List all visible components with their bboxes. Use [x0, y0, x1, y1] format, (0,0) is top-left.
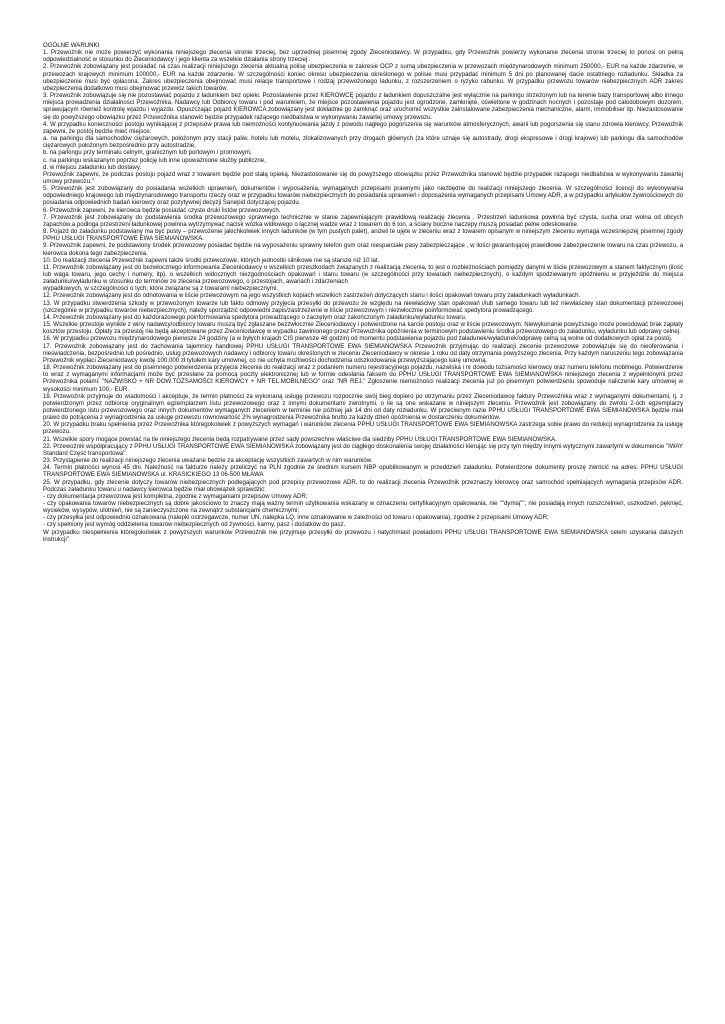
- paragraph-4a: a. na parkingu dla samochodów ciężarowych, położonym przy stacji paliw, hotelu lub motelu, zlokalizowanych przy drogach głównych (za które uznaje się autostrady, drogi ekspresowe i drogi krajowe) lub parkingu dla samochodów ciężarowych położonym bezpośrednio przy autostradzie,: [43, 135, 683, 150]
- paragraph-14: 14. Przewoźnik zobowiązany jest do każdorazowego poinformowania spedytora prowadzącego o zaczętym oraz zakończonym załadunku/wyładunku towaru.: [43, 313, 467, 321]
- paragraph-8: 8. Pojazd do załadunku podstawiany ma być pusty – przewożenie jakichkolwiek innych ładunków (w tym pustych palet), aniżeli te ujęte w zleceniu wraz z towarem opisanym w niniejszym zleceniu wymaga wcześniejszej pisemnej zgody PPHU USŁUGI TRANSPORTOWE EWA SIEMIANOWSKA.: [43, 228, 683, 243]
- paragraph-4c: c. na parkingu wskazanym poprzez policję lub inne upoważnione służby publiczne,: [43, 156, 266, 164]
- paragraph-7: 7. Przewoźnik jest zobowiązany do podstawienia środka przewozowego sprawnego technicznie w stanie zapewniającym prawidłową realizację zlecenia . Przestrzeń ładunkowa powinna być czysta, sucha oraz wolna od obcych zapachów,a podłoga przestrzeni ładunkowej powinna wytrzymywać nacisk wózka widłowego o łącznej wadze wraz z towarem do 6 ton, a ściany boczne naczepy muszą posiadać pełne odeskowanie.: [43, 213, 683, 228]
- paragraph-16: 16. W przypadku przewozu międzynarodowego pierwsze 24 godziny (a w byłych krajach CIS pierwsze 48 godzin) od momentu podstawienia pojazdu pod załadunek/wyładunek/odprawę celną są wolne od dodatkowych opłat za postój.: [43, 335, 673, 343]
- paragraph-13: 13. W przypadku stwierdzenia szkody w przewożonym towarze lub faktu odmowy przyjęcia przesyłki do przewozu ze względu na niewłaściwy stan opakowań i/lub samego towaru lub też niewłaściwy stan dokumentacji przewozowej (szczególnie w przypadku towarów niebezpiecznych), należy sporządzić odpowiedni zapis/zastrzeżenie w liście przewozowym i niezwłocznie poinformować spedytora prowadzącego.: [43, 299, 683, 314]
- paragraph-25: 25. W przypadku, gdy zlecenie dotyczy towarów niebezpiecznych podlegających pod przepisy przewozowe ADR, to do realizacji zlecenia Przewoźnik przeznaczy kierowcę oraz samochód spełniających wymagania przepisów ADR. Podczas załadunku towaru u nadawcy kierowca będzie miał obowiązek sprawdzić:: [43, 478, 683, 493]
- paragraph-4-note: Przewoźnik zapewni, że podczas postoju pojazd wraz z towarem będzie pod stałą opieką. Niezastosowanie się do powyższego obowiązku przez Przewoźnika stanowić będzie przypadek rażącego niedbalstwa w wykonywaniu zawartej umowy przewozu.": [43, 170, 683, 185]
- paragraph-4d: d. w miejscu załadunku lub dostawy.: [43, 163, 142, 171]
- paragraph-4: 4. W przypadku konieczności postoju wynikającej z przepisów prawa lub niemożności kontynuowania jazdy z powodu nagłego pogorszenia się warunków atmosferycznych, awarii lub pogorszenia się stanu zdrowia kierowcy, Przewoźnik zapewni, że postój będzie mieć miejsce:: [43, 120, 683, 135]
- paragraph-25-item-3: - czy przesyłka jest odpowiednio oznakowana (nalepki ostrzegawcze, numer UN, nalepka LQ, inne oznakowanie w zależności od towaru i opakowania), zgodnie z przepisami Umowy ADR;: [43, 514, 549, 522]
- paragraph-6: 6. Przewoźnik zapewni, że kierowca będzie posiadać czyste druki listów przewozowych.: [43, 206, 281, 214]
- paragraph-3: 3. Przewoźnik zobowiązuje się nie pozostawiać pojazdu z ładunkiem bez opieki. Pozostawienie przez KIEROWCĘ pojazdu z ładunkiem dopuszczalne jest wyłącznie na parkingu strzeżonym lub na terenie bazy transportowej albo innego miejsca prowadzenia działalności Przewoźnika, Nadawcy lub Odbiorcy towaru i pod warunkiem, że miejsce pozostawienia pojazdu jest ogrodzone, zamknięte, oświetlone w godzinach nocnych i pozostaje pod całodobowym dozorem, sprawującym również kontrolę wjazdu i wyjazdu. Opuszczając pojazd KIEROWCA zobowiązany jest dokładnie go zamknąć oraz uruchomić wszystkie zainstalowane zabezpieczenia mechaniczne, alarm, immobiliser itp. Niezastosowanie się do powyższego obowiązku przez Przewoźnika stanowić będzie przypadek rażącego niedbalstwa w wykonywaniu zawartej umowy przewozu.: [43, 92, 683, 121]
- paragraph-15: 15. Wszelkie przestoje wynikłe z winy nadawcy/odbiorcy towaru muszą być zgłaszane bezzwłocznie Zleceniodawcy i potwierdzone na karcie postoju oraz w liście przewozowym. Niewykonanie powyższego może powodować brak zapłaty kosztów przestoju. Opłaty za przestój nie będą akceptowane przez Zleceniodawcę w wypadku zawinionego przez Przewoźnika opóźnienia w terminowym podstawieniu środka przewozowego do załadunku, wyładunku lub odprawy celnej.: [43, 321, 683, 336]
- paragraph-10: 10. Do realizacji zlecenia Przewoźnik zapewni także środki przewozowe, których jednostki silnikowe nie są starsze niż 10 lat.: [43, 256, 380, 264]
- paragraph-22: 22. Przewoźnik współpracujący z PPHU USŁUGI TRANSPORTOWE EWA SIEMIANOWSKA zobowiązany jest do ciągłego doskonalenia swojej działalności kierując się przy tym między innymi wytycznymi zawartymi w dokumencie "IWAY Standard Część transportowa".: [43, 442, 683, 457]
- paragraph-11: 11. Przewoźnik zobowiązany jest do bezwłocznego informowania Zleceniodawcy o wszelkich przeszkodach związanych z realizacją zlecenia, to jest o rozbieżnościach pomiędzy danymi w liście przewozowym a stanem faktycznym (ilość lub waga towaru, jego cechy i numery, itp), o wszelkich widocznych niezgodnościach opakowań i stanu towaru (w szczególności przy towarach niebezpiecznych), o każdym spodziewanym opóźnieniu w przyjeździe do miejsca załadunku/wyładunku w stosunku do terminów ze zlecenia przewozowego, o przestojach, awariach i zdarzeniach: [43, 263, 683, 286]
- paragraph-final: W przypadku niespełnienia któregokolwiek z powyższych warunków Przewoźnik nie przyjmuje przesyłki do przewozu i natychmiast powiadomi PPHU USŁUGI TRANSPORTOWE EWA SIEMIANOWSKA celem uzyskania dalszych instrukcji": [43, 528, 683, 543]
- paragraph-21: 21. Wszelkie spory mogące powstać na tle niniejszego zlecenia będą rozpatrywane przez sądy powszechne właściwe dla siedziby PPHU USŁUGI TRANSPORTOWE EWA SIEMIANOWSKA.: [43, 435, 557, 443]
- paragraph-17: 17. Przewoźnik zobowiązany jest do zachowania tajemnicy handlowej PPHU USŁUGI TRANSPORTOWE EWA SIEMIANOWSKA Przewoźnik przyjmując do realizacji zlecenie przewozowe zobowiązuje się do nieoferowania i nieświadczenia, bezpośrednio lub pośrednio, usług przewozowych nadawcy i odbiorcy towaru określonych w zleceniu Zleceniodawcy w okresie 1 roku od daty otrzymania powyższego zlecenia. Przy każdym naruszeniu tego zobowiązania Przewoźnik wypłaci Zleceniodawcy kwotę 100.000 zł tytułem kary umownej, co nie uchyla możliwości dochodzenia odszkodowania przewyższającego karę umowną.: [43, 342, 683, 364]
- paragraph-19: 19. Przewoźnik przyjmuje do wiadomości i akceptuje, że termin płatności za wykonaną usługę przewozu rozpocznie swój bieg dopiero po otrzymaniu przez Zleceniodawcę faktury Przewoźnika wraz z wymaganymi dokumentami, tj. z potwierdzonym przez odbiorcę oryginalnym egzemplarzem listu przewozowego oraz z innymi dokumentami zwrotnymi, o ile są one wskazane w niniejszym zleceniu. Przewoźnik jest zobowiązany do zwrotu 2-óch egzemplarzy potwierdzonego listu przewozowego oraz innych dokumentów wymaganych zleceniem w terminie nie później jak 14 dni od daty rozładunku. W przeciwnym razie PPHU USŁUGI TRANSPORTOWE EWA SIEMIANOWSKA będzie miał prawo do potrącenia z wynagrodzenia za usługę przewozu równowartość 2% wynagrodzenia Przewoźnika brutto za każdy dzień opóźnienia w dostarczeniu dokumentów.: [43, 392, 683, 422]
- terms-document: [43, 42, 683, 543]
- paragraph-2: 2. Przewoźnik zobowiązany jest posiadać na czas realizacji niniejszego zlecenia aktualną polisę ubezpieczenia w zakresie OCP z sumą ubezpieczenia w przewozach międzynarodowych minimum 250000,- EUR na każde zdarzenie, w przewozach krajowych minimum 100000,- EUR na każde zdarzenie. W szczególności koniec okresu ubezpieczenia określonego w polisie musi przypadać minimum 5 dni po planowanej dacie ostatniego rozładunku. Składka za ubezpieczenie musi być opłacona. Zakres ubezpieczenia obejmować musi relacje transportowe i rodzaj przewożonego ładunku, z rozszerzeniem o ryzyko rabunku. W przypadku przewozu towarów niebezpiecznych ADR zakres ubezpieczenia dodatkowo musi obejmować przewóz takich towarów.: [43, 63, 683, 92]
- paragraph-11-cont: wypadkowych, w szczególności o tych, które związane są z towarami niebezpiecznymi.: [43, 285, 279, 293]
- paragraph-25-item-4: - czy spełniony jest wymóg oddzielenia towarów niebezpiecznych od żywności, karmy, pasz i dodatków do pasz.: [43, 521, 346, 529]
- paragraph-24: 24. Termin płatności wynosi 45 dni. Należność na fakturze należy przeliczyć na PLN zgodnie ze średnim kursem NBP opublikowanym w przeddzień załadunku. Potwierdzone dokumenty proszę zwrócić na adres: PPHU USŁUGI TRANSPORTOWE EWA SIEMIANOWSKA ul. KRASICKIEGO 13 06-500 MŁAWA: [43, 464, 683, 479]
- document-heading: OGÓLNE WARUNKI: [43, 42, 100, 49]
- paragraph-4b: b. na parkingu przy terminalu celnym, granicznym lub portowym / promowym,: [43, 149, 252, 157]
- paragraph-20: 20. W przypadku braku spełnienia przez Przewoźnika któregokolwiek z powyższych wymagań i warunków zlecenia PPHU USŁUGI TRANSPORTOWE EWA SIEMIANOWSKA zastrzega sobie prawo do redukcji wynagrodzenia za usługę przewozu.: [43, 421, 683, 436]
- paragraph-5: 5. Przewoźnik jest zobowiązany do posiadania wszelkich uprawnień, dokumentów i wyposażenia, wymaganych przepisami prawnymi jako niezbędne do realizacji niniejszego zlecenia. W szczególności licencji do wykonywania odpowiedniego krajowego lub międzynarodowego transportu rzeczy oraz w przypadku towarów niebezpiecznych do posiadania uprawnień i doposażenia wymaganych przepisami Umowy ADR, a w przypadku artykułów żywnościowych do posiadania odpowiednich badań kierowcy oraz pozytywnej decyzji Sanepid dotyczącej pojazdu.: [43, 185, 683, 207]
- paragraph-1: 1. Przewoźnik nie może powierzyć wykonania niniejszego zlecenia stronie trzeciej, bez uprzedniej pisemnej zgody Zleceniodawcy. W przypadku, gdy Przewoźnik powierzy wykonanie zlecenia stronie trzeciej to ponosi on pełną odpowiedzialność w stosunku do Zleceniodawcy i jego klienta za wszelkie działania strony trzeciej .: [43, 49, 683, 64]
- paragraph-9: 9. Przewoźnik zapewni, że podstawiony środek przewozowy posiadać będzie na wyposażeniu sprawny telefon gsm oraz niesparciałe pasy zabezpieczające , w ilości gwarantującej prawidłowe zabezpieczenie towaru na czas przewozu, a kierowca dokona tego zabezpieczenia.: [43, 242, 683, 257]
- paragraph-25-item-1: - czy dokumentacja przewozowa jest kompletna, zgodnie z wymaganiami przepisów Umowy ADR;: [43, 492, 308, 500]
- paragraph-23: 23. Przystąpienie do realizacji niniejszego zlecenia uważane będzie za akceptację wszystkich zawartych w nim warunków.: [43, 457, 373, 465]
- paragraph-18: 18. Przewoźnik zobowiązany jest do pisemnego potwierdzenia przyjęcia zlecenia do realizacji wraz z podaniem numeru rejestracyjnego pojazdu, nazwiska i nr dowodu tożsamości kierowcy oraz numeru telefonu mobilnego. Potwierdzenie to wraz z wymaganymi informacjami może być przesłane za pomocą poczty elektronicznej lub w formie odesłania faksem do PPHU USŁUGI TRANSPORTOWE EWA SIEMIANOWSKA niniejszego zlecenia z wypełnionymi przez Przewoźnika polami: "NAZWISKO + NR DOW.TOŻSAMOŚCI KIEROWCY + NR TEL.MOBILNEGO" oraz "NR REJ." Zgłoszenie niemożności realizacji zlecenia już po pisemnym potwierdzeniu spowoduje naliczenie kary umownej w wysokości minimum 100,- EUR.: [43, 364, 683, 393]
- paragraph-25-item-2: - czy opakowania towarów niebezpiecznych są dobre jakościowo to znaczy mają ważny termin użytkowania wskazany w oznaczeniu certyfikacyjnym opakowania, nie ""dymią"", nie posiadają innych rozszczelnień, uszkodzeń, pęknięć, wycieków, wysypów, ulotnień, nie są zanieczyszczone na zewnątrz substancjami chemicznymi;: [43, 500, 683, 515]
- paragraph-12: 12. Przewoźnik zobowiązany jest do odnotowania w liście przewozowym na jego wszystkich kopiach wszelkich zastrzeżeń dotyczących stanu i ilości opakowań towaru przy załadunkach wyładunkach.: [43, 292, 581, 300]
